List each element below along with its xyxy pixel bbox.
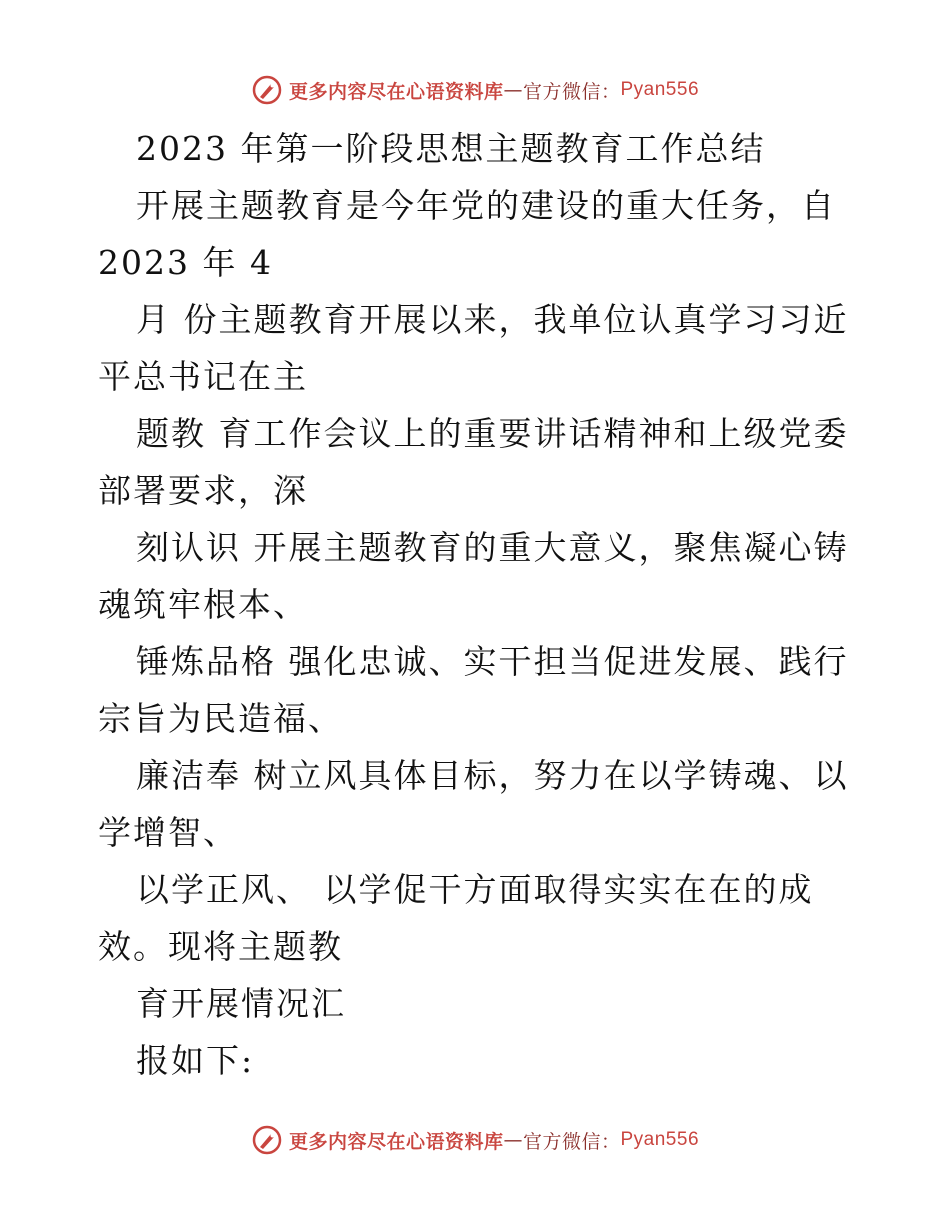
- document-title: 2023 年第一阶段思想主题教育工作总结: [136, 129, 766, 168]
- paragraph-line: 刻认识 开展主题教育的重大意义，聚焦凝心铸: [136, 528, 849, 567]
- paragraph-line: 廉洁奉 树立风具体目标，努力在以学铸魂、以: [136, 756, 849, 795]
- watermark-id: Pyan556: [620, 79, 700, 100]
- paragraph-line: 月 份主题教育开展以来，我单位认真学习习近: [136, 300, 849, 339]
- header-watermark: [0, 70, 950, 110]
- paragraph-line: 开展主题教育是今年党的建设的重大任务，自: [136, 186, 836, 225]
- document-body: [98, 120, 858, 1089]
- watermark-main-text: 更多内容尽在心语资料库: [288, 1130, 504, 1153]
- paragraph-line: 报如下:: [136, 1041, 255, 1080]
- watermark-id: Pyan556: [620, 1129, 700, 1150]
- watermark-dash: —: [503, 79, 523, 101]
- pen-nib-logo-icon: [251, 74, 283, 106]
- paragraph-line: 魂筑牢根本、: [98, 585, 308, 624]
- paragraph-line: 以学正风、 以学促干方面取得实实在在的成: [136, 870, 814, 909]
- paragraph-line: 锤炼品格 强化忠诚、实干担当促进发展、践行: [136, 642, 849, 681]
- paragraph-line: 效。现将主题教: [98, 927, 343, 966]
- watermark-sub-text: 官方微信：: [522, 80, 621, 103]
- watermark-main-text: 更多内容尽在心语资料库: [288, 80, 504, 103]
- paragraph-line: 部署要求，深: [98, 471, 308, 510]
- paragraph-line: 宗旨为民造福、: [98, 699, 343, 738]
- paragraph-line: 题教 育工作会议上的重要讲话精神和上级党委: [136, 414, 849, 453]
- watermark-sub-text: 官方微信：: [522, 1130, 621, 1153]
- footer-watermark: [0, 1120, 950, 1160]
- paragraph-line: 2023 年 4: [98, 243, 273, 282]
- paragraph-line: 育开展情况汇: [136, 984, 346, 1023]
- paragraph-line: 学增智、: [98, 813, 238, 852]
- pen-nib-logo-icon: [251, 1124, 283, 1156]
- paragraph-line: 平总书记在主: [98, 357, 308, 396]
- watermark-dash: —: [503, 1129, 523, 1151]
